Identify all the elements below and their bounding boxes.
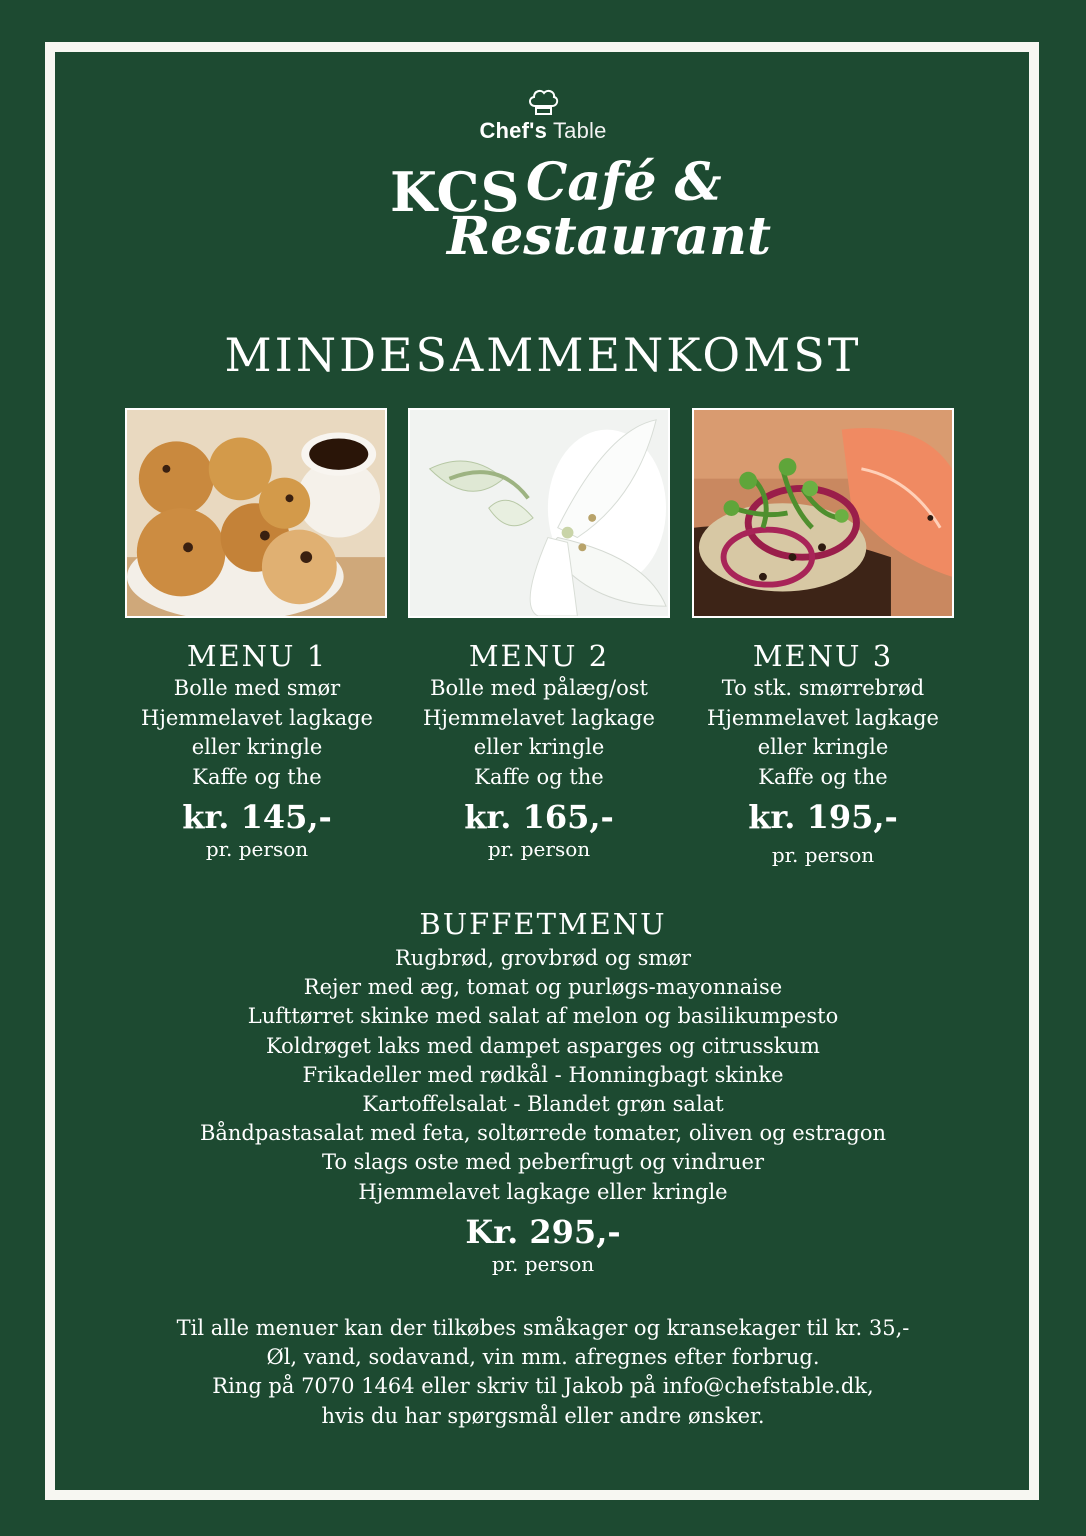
menu-3 [673,638,973,868]
page-title: MINDESAMMENKOMST [224,328,862,382]
menu-item: eller kringle [191,735,323,759]
buffet-item: Hjemmelavet lagkage eller kringle [358,1179,728,1204]
chefs-wordmark-bold: Chef's [479,118,548,143]
restaurant-brand [0,150,1086,270]
menu-price: kr. 165,- [464,798,614,836]
footer-line: hvis du har spørgsmål eller andre ønsker. [321,1403,765,1428]
buffet-item: Lufttørret skinke med salat af melon og basilikumpesto [247,1004,839,1029]
chefs-table-logo [0,86,1086,144]
buffet-price: Kr. 295,- [465,1212,621,1251]
buffet-item: Båndpastasalat med feta, soltørrede tomater, oliven og estragon [199,1121,887,1146]
table-wordmark-light: Table [552,118,607,143]
footer-line: Til alle menuer kan der tilkøbes småkager og kransekager til kr. 35,- [176,1316,910,1340]
brand-cafe: Café & [526,152,722,213]
menu-item: Hjemmelavet lagkage [141,705,373,730]
buffet-item: Kartoffelsalat - Blandet grøn salat [362,1092,724,1117]
menu-heading: MENU 1 [186,639,328,673]
menu-item: Hjemmelavet lagkage [423,705,655,730]
menu-2 [389,638,689,862]
menu-heading: MENU 3 [752,639,894,673]
menu-item: Kaffe og the [474,764,604,789]
menu-item: Kaffe og the [758,764,888,789]
buffet-item: Koldrøget laks med dampet asparges og citrusskum [266,1033,820,1058]
buffet-item: Frikadeller med rødkål - Honningbagt skinke [302,1062,784,1087]
cookies-coffee-photo [125,408,387,618]
menu-price: kr. 145,- [182,798,332,836]
chef-hat-icon [526,86,560,118]
menu-item: eller kringle [473,735,605,759]
buffet-item: Rejer med æg, tomat og purløgs-mayonnaise [303,975,783,1000]
menu-heading: MENU 2 [468,639,610,673]
footer-line: Ring på 7070 1464 eller skriv til Jakob på info@chefstable.dk, [212,1374,874,1399]
footer-line: Øl, vand, sodavand, vin mm. afregnes efter forbrug. [266,1345,820,1370]
footer-info [0,1314,1086,1431]
buffet-heading: BUFFETMENU [419,907,667,941]
smorrebrod-photo [692,408,954,618]
menu-item: Bolle med smør [173,676,341,700]
menu-item: Hjemmelavet lagkage [707,705,939,730]
menu-price: kr. 195,- [748,798,898,836]
menu-item: eller kringle [757,735,889,759]
chefs-table-wordmark [0,118,1086,144]
menu-per-person: pr. person [487,837,591,861]
buffet-item: Rugbrød, grovbrød og smør [394,946,692,970]
white-lily-photo [408,408,670,618]
buffet-menu [0,904,1086,1277]
buffet-item: To slags oste med peberfrugt og vindruer [321,1150,765,1175]
menu-item: Bolle med pålæg/ost [430,676,648,700]
menu-item: Kaffe og the [192,764,322,789]
brand-restaurant: Restaurant [447,206,772,267]
menu-item: To stk. smørrebrød [721,676,925,700]
brand-kcs: KCS [390,160,521,224]
menu-per-person: pr. person [205,837,309,861]
buffet-per-person: pr. person [491,1251,595,1276]
menu-per-person: pr. person [771,843,875,867]
menu-1 [107,638,407,862]
